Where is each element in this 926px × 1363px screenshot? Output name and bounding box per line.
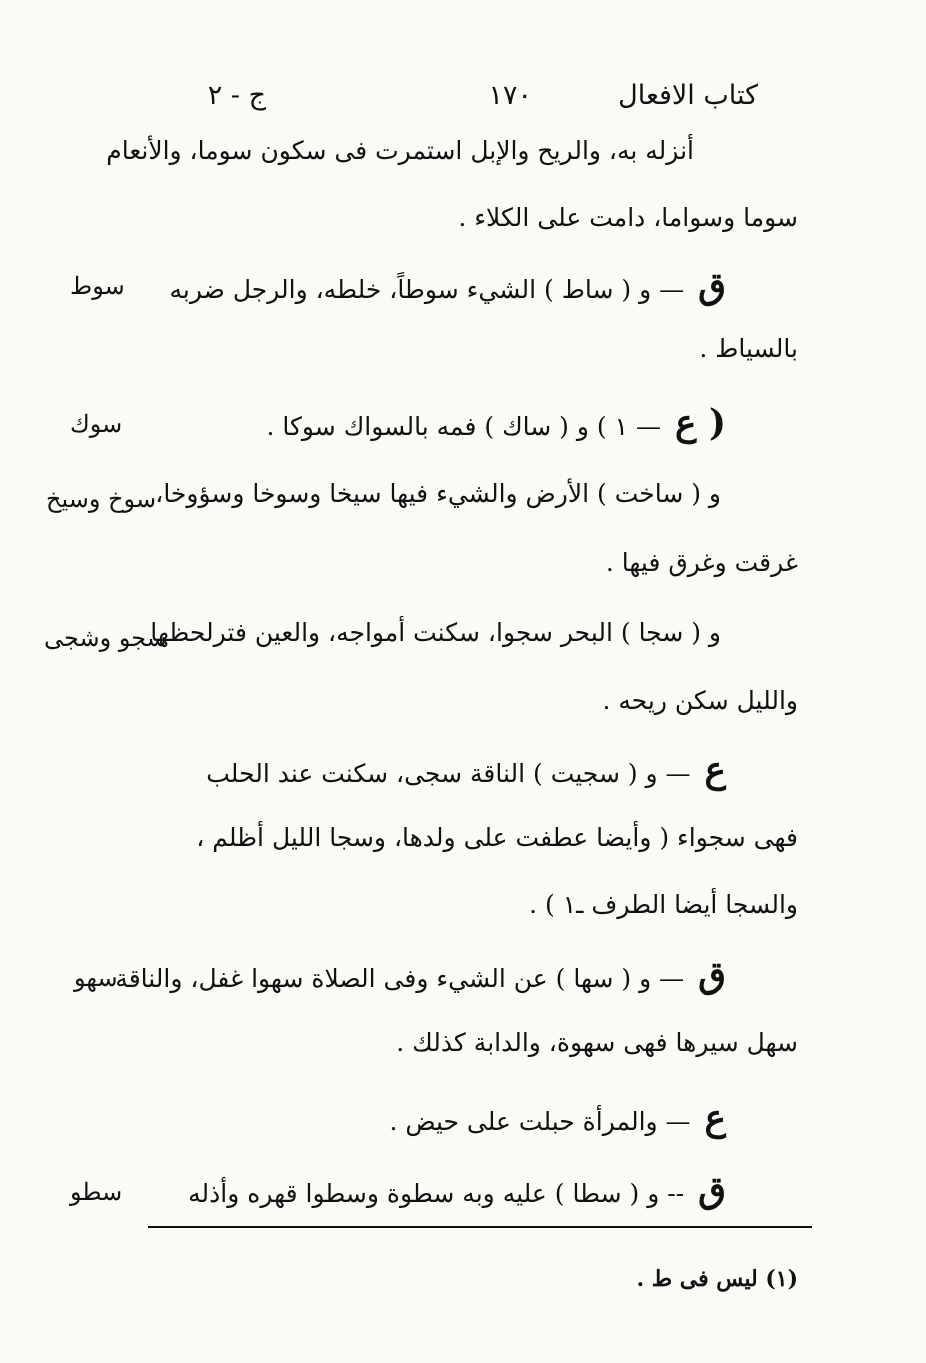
entry-code: ( ع (674, 402, 726, 444)
entry-code: ق (698, 954, 726, 996)
entry-text: -- و ( سطا ) عليه وبه سطوة وسطوا قهره وأذله (188, 1179, 685, 1208)
entry-code: ق (698, 1169, 726, 1211)
root-word: سوخ وسيخ (46, 485, 157, 513)
page-number: ١٧٠ (488, 80, 532, 111)
text-line: فهى سجواء ( وأيضا عطفت على ولدها، وسجا الليل أظلم ، (196, 823, 798, 852)
text-line: والسجا أيضا الطرف ـ١ ) . (529, 890, 798, 919)
entry-line (389, 1097, 726, 1139)
text-line: سوما وسواما، دامت على الكلاء . (458, 203, 798, 232)
entry-line (115, 954, 726, 996)
root-word: سطو (70, 1178, 123, 1206)
entry-code: ع (704, 1097, 726, 1139)
footnote: (١) ليس فى ط . (636, 1266, 798, 1292)
text-line: و ( ساخت ) الأرض والشيء فيها سيخا وسوخا وسؤوخا، (155, 479, 721, 508)
entry-line (169, 265, 727, 307)
footnote-rule (148, 1226, 812, 1228)
text-line: و ( سجا ) البحر سجوا، سكنت أمواجه، والعين فترلحظها (150, 618, 721, 647)
text-line: والليل سكن ريحه . (602, 686, 798, 715)
entry-text: — و ( ساط ) الشيء سوطاً، خلطه، والرجل ضربه (169, 275, 685, 304)
entry-code: ق (698, 265, 726, 307)
entry-text: — و ( سها ) عن الشيء وفى الصلاة سهوا غفل، والناقة (115, 964, 685, 993)
entry-code: ع (704, 749, 726, 791)
root-word: سوك (70, 410, 123, 438)
entry-line (188, 1169, 726, 1211)
entry-line (206, 749, 726, 791)
entry-text: — ١ ) و ( ساك ) فمه بالسواك سوكا . (266, 412, 661, 441)
book-title: كتاب الافعال (618, 80, 758, 111)
root-word: سجو وشجى (44, 624, 167, 652)
entry-text: — والمرأة حبلت على حيض . (389, 1107, 691, 1136)
root-word: سوط (70, 272, 125, 300)
text-line: أنزله به، والريح والإبل استمرت فى سكون سوما، والأنعام (106, 136, 694, 165)
root-word: سهو (74, 964, 118, 992)
entry-line (266, 402, 726, 444)
text-line: غرقت وغرق فيها . (605, 548, 798, 577)
entry-text: — و ( سجيت ) الناقة سجى، سكنت عند الحلب (206, 759, 691, 788)
text-line: بالسياط . (699, 334, 798, 363)
volume-number: ج - ٢ (207, 80, 266, 111)
text-line: سهل سيرها فهى سهوة، والدابة كذلك . (396, 1028, 798, 1057)
